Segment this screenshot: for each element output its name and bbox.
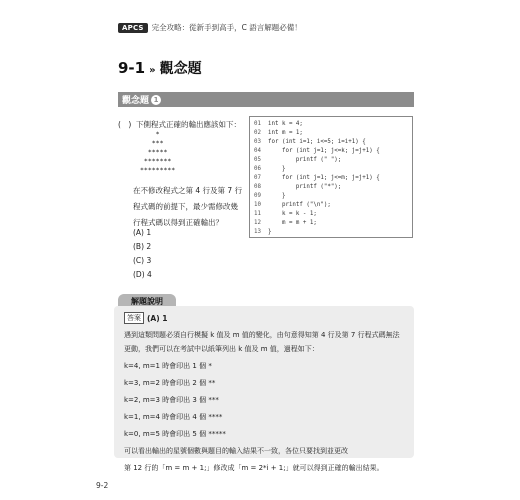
code-text: k = k - 1; [268,211,317,217]
chapter-heading [118,58,202,78]
solution-line: k=1, m=4 時會印出 4 個 **** [124,413,223,421]
options-list [133,226,152,282]
question-prompt-line [118,119,241,130]
code-text: printf (" "); [268,157,342,163]
option-a: (A) 1 [133,228,152,237]
chevron-double-icon: » [149,65,156,76]
header-title: 完全攻略：從新手到高手，C 語言解題必備！ [151,23,302,32]
code-line [254,129,408,138]
answer-value: (A) 1 [147,313,168,323]
option-b: (B) 2 [133,242,152,251]
line-number: 09 [254,193,261,199]
solution-box [114,306,414,472]
code-line [254,192,408,201]
line-number: 02 [254,130,261,136]
code-text: printf ("*"); [268,184,342,190]
star-row: ******* [140,157,172,165]
code-text: m = m + 1; [268,220,317,226]
question-prompt: 下側程式正確的輸出應該如下： [136,120,241,129]
code-text: int m = 1; [268,130,303,136]
solution-line: 可以看出輸出的星號個數與題目的輸入結果不一致，各位只要找到並更改 [124,447,348,455]
code-listing [249,116,413,238]
code-text: for (int i=1; i<=5; i=i+1) { [268,139,366,145]
line-number: 13 [254,229,261,235]
option-d: (D) 4 [133,270,152,279]
line-number: 07 [254,175,261,181]
code-text: for (int j=1; j<=m; j=j+1) { [268,175,380,181]
line-number: 08 [254,184,261,190]
answer-paren: ( ) [118,120,132,129]
line-number: 12 [254,220,261,226]
star-pyramid [140,130,175,175]
chapter-title: 觀念題 [159,61,202,77]
concept-bar [118,92,414,107]
concept-number-badge: 1 [151,95,161,105]
code-text: } [268,193,286,199]
line-number: 01 [254,121,261,127]
solution-line: k=0, m=5 時會印出 5 個 ***** [124,430,226,438]
line-number: 03 [254,139,261,145]
code-line [254,201,408,210]
code-line [254,174,408,183]
code-line [254,183,408,192]
apcs-badge: APCS [118,23,148,33]
line-number: 04 [254,148,261,154]
star-row: *** [140,139,164,147]
line-number: 06 [254,166,261,172]
code-text: } [268,166,286,172]
star-row: ********* [140,166,176,174]
solution-line: 第 12 行的「m = m + 1;」修改成「m = 2*i + 1;」就可以得到正確的輸出結果。 [124,464,384,472]
page-number: 9-2 [96,481,109,490]
code-line [254,210,408,219]
running-header [118,22,302,33]
code-line [254,147,408,156]
code-line [254,219,408,228]
line-number: 11 [254,211,261,217]
concept-label-text: 觀念題 [122,96,150,106]
solution-line: k=3, m=2 時會印出 2 個 ** [124,379,216,387]
code-line [254,165,408,174]
code-text: int k = 4; [268,121,303,127]
code-line [254,228,408,237]
code-text: for (int j=1; j<=k; j=j+1) { [268,148,380,154]
concept-label [122,93,161,106]
answer-row [124,312,404,324]
line-number: 10 [254,202,261,208]
option-c: (C) 3 [133,256,152,265]
solution-line: k=2, m=3 時會印出 3 個 *** [124,396,219,404]
code-line [254,120,408,129]
solution-tab-label: 解題說明 [131,296,163,306]
code-line [254,156,408,165]
solution-line: 遇到這類問題必須自行模擬 k 值及 m 值的變化，由句意得知第 4 行及第 7 行程式碼無法更動，我們可以在考試中以紙筆列出 k 值及 m 值，過程如下： [124,331,400,353]
answer-tag: 答案 [124,312,144,324]
code-text: } [268,229,272,235]
line-number: 05 [254,157,261,163]
solution-line: k=4, m=1 時會印出 1 個 * [124,362,212,370]
star-row: * [140,130,160,138]
question-text: 在不修改程式之第 4 行及第 7 行程式碼的前提下，最少需修改幾行程式碼以得到正確輸出？ [133,186,243,227]
code-text: printf ("\n"); [268,202,331,208]
star-row: ***** [140,148,168,156]
code-line [254,138,408,147]
chapter-number: 9-1 [118,59,146,77]
